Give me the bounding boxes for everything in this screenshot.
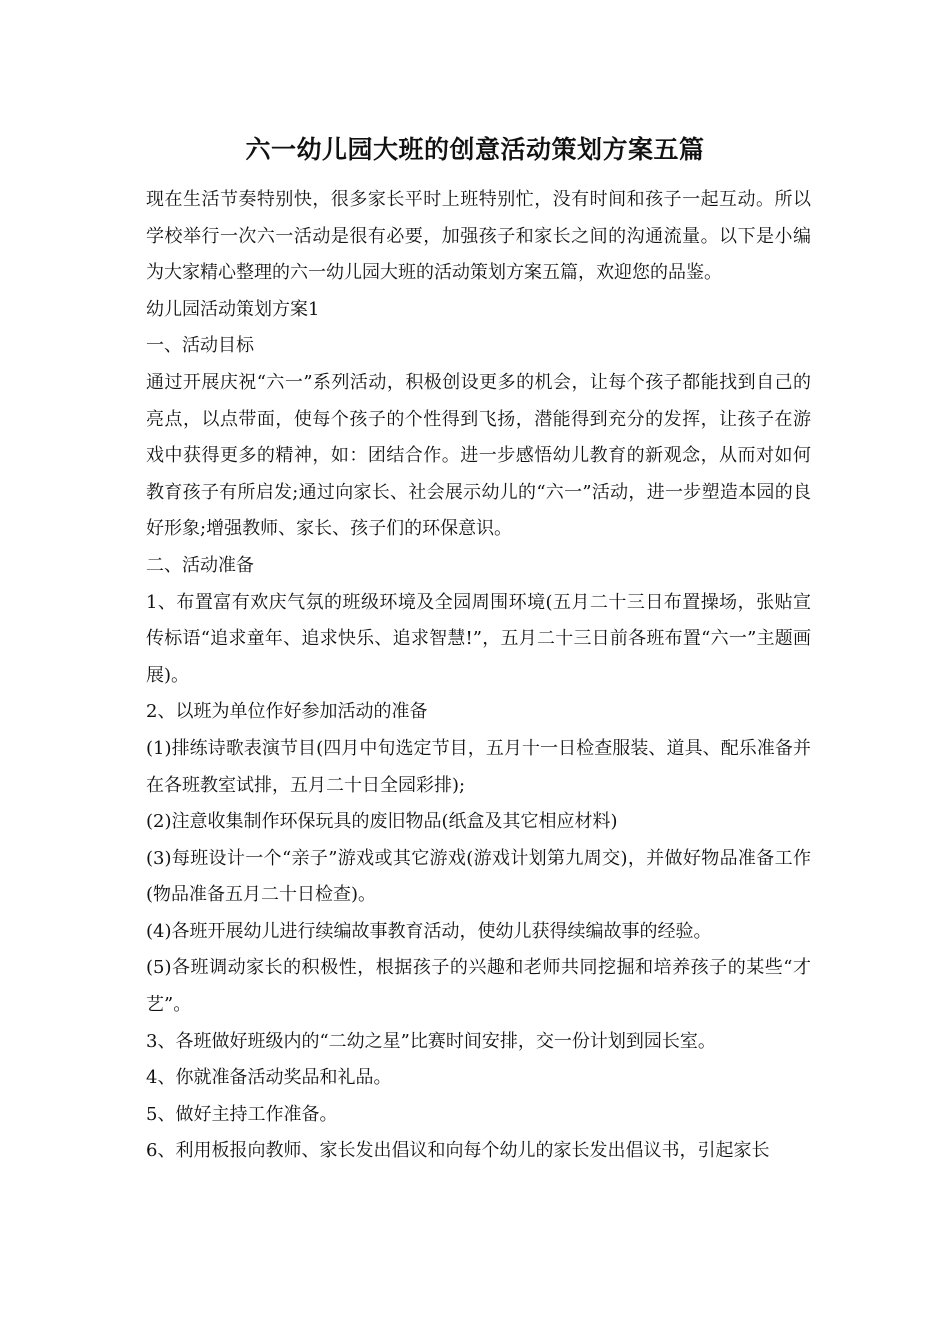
prep-subitem-3: (3)每班设计一个“亲子”游戏或其它游戏(游戏计划第九周交)，并做好物品准备工作(物品准备五月二十日检查)。 [146, 847, 811, 906]
prep-item-4: 4、你就准备活动奖品和礼品。 [146, 1067, 392, 1089]
prep-subitem-2: (2)注意收集制作环保玩具的废旧物品(纸盒及其它相应材料) [146, 811, 618, 833]
prep-item-2: 2、以班为单位作好参加活动的准备 [146, 701, 428, 723]
document-title: 六一幼儿园大班的创意活动策划方案五篇 [245, 135, 705, 164]
prep-item-5: 5、做好主持工作准备。 [146, 1103, 338, 1125]
intro-paragraph: 现在生活节奏特别快，很多家长平时上班特别忙，没有时间和孩子一起互动。所以学校举行一次六一活动是很有必要，加强孩子和家长之间的沟通流量。以下是小编为大家精心整理的六一幼儿园大班的活动策划方案五篇，欢迎您的品鉴。 [146, 189, 811, 284]
heading-activity-preparation: 二、活动准备 [146, 554, 254, 576]
prep-subitem-4: (4)各班开展幼儿进行续编故事教育活动，使幼儿获得续编故事的经验。 [146, 920, 712, 942]
prep-subitem-5: (5)各班调动家长的积极性，根据孩子的兴趣和老师共同挖掘和培养孩子的某些“才艺”。 [146, 957, 811, 1016]
goal-paragraph: 通过开展庆祝“六一”系列活动，积极创设更多的机会，让每个孩子都能找到自己的亮点，以点带面，使每个孩子的个性得到飞扬，潜能得到充分的发挥，让孩子在游戏中获得更多的精神，如：团结合作。进一步感悟幼儿教育的新观念，从而对如何教育孩子有所启发;通过向家长、社会展示幼儿的“六一”活动，进一步塑造本园的良好形象;增强教师、家长、孩子们的环保意识。 [146, 371, 811, 540]
heading-activity-goal: 一、活动目标 [146, 335, 254, 357]
prep-subitem-1: (1)排练诗歌表演节目(四月中旬选定节目，五月十一日检查服装、道具、配乐准备并在各班教室试排，五月二十日全园彩排); [146, 737, 811, 796]
section-heading-plan-1: 幼儿园活动策划方案1 [146, 298, 320, 320]
prep-item-6: 6、利用板报向教师、家长发出倡议和向每个幼儿的家长发出倡议书，引起家长 [146, 1140, 770, 1162]
document-body [146, 182, 811, 1170]
prep-item-1: 1、布置富有欢庆气氛的班级环境及全园周围环境(五月二十三日布置操场，张贴宣传标语“追求童年、追求快乐、追求智慧!”，五月二十三日前各班布置“六一”主题画展)。 [146, 591, 811, 686]
prep-item-3: 3、各班做好班级内的“二幼之星”比赛时间安排，交一份计划到园长室。 [146, 1030, 716, 1052]
